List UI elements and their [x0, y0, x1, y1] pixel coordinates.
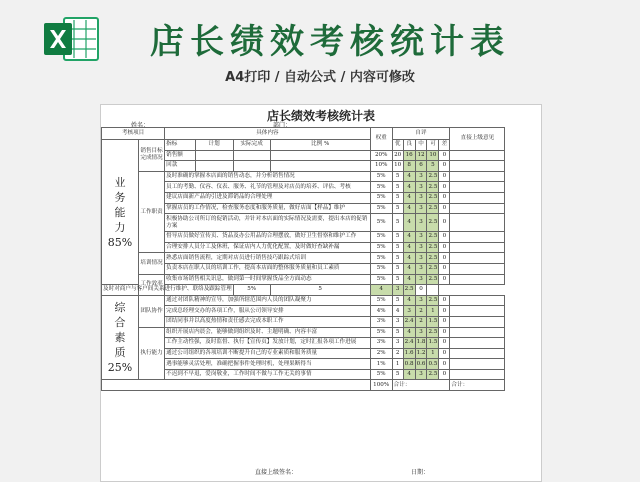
score: 5: [392, 263, 403, 274]
table-row: [102, 327, 505, 338]
score: 4: [403, 274, 415, 285]
row-weight: 5%: [370, 192, 392, 203]
row-weight: 5%: [370, 369, 392, 380]
total-weight: 100%: [370, 380, 392, 391]
score: 2.5: [427, 253, 439, 264]
row-weight: 5%: [370, 214, 392, 232]
score: 1: [427, 306, 439, 317]
score: 2.5: [427, 214, 439, 232]
score: 2.5: [427, 263, 439, 274]
sales-h3: 实际完成: [233, 140, 270, 151]
row-content: 团结同事并以高度热情和责任感去完成本职工作: [165, 316, 371, 327]
score: 3: [415, 263, 427, 274]
header-self: 自评: [392, 128, 450, 140]
score: 0: [439, 359, 450, 370]
score: 0: [439, 348, 450, 359]
score: 5: [392, 214, 403, 232]
row-content: 工作主动性强，及时监督、执行【宣传页】发放计划，定时汇报各项工作进展: [165, 338, 371, 349]
score: 10: [427, 150, 439, 161]
score: 2: [415, 316, 427, 327]
score: 3: [415, 192, 427, 203]
row-content: 掌握店员的工作情况，检查服务态度和服务质量，做好店面【样品】维护: [165, 203, 371, 214]
name-label: 姓名：: [131, 122, 150, 129]
date-label: 日期：: [411, 469, 430, 476]
score: 3: [392, 338, 403, 349]
row-content: 合理安排人员分工及休班，保证店内人力优化配置，及时做好查缺补漏: [165, 242, 371, 253]
row-weight: 5%: [370, 274, 392, 285]
table-row: [102, 274, 505, 285]
score: 5: [270, 285, 370, 296]
group-job: 工作职责: [138, 171, 164, 253]
score: 4: [403, 232, 415, 243]
score: 0: [439, 316, 450, 327]
score: 4: [403, 242, 415, 253]
score: 4: [403, 295, 415, 306]
grade-excellent: 优: [392, 140, 403, 151]
sales-h2: 计划: [195, 140, 233, 151]
category-business: 业务能力 85%: [102, 140, 139, 285]
score: 4: [403, 263, 415, 274]
header-supervisor: 直接上级意见: [450, 128, 505, 151]
score: 3: [392, 285, 403, 296]
row-weight: 5%: [370, 203, 392, 214]
score: 3: [415, 214, 427, 232]
score: 2.5: [427, 242, 439, 253]
score: 16: [403, 150, 415, 161]
score: 3: [392, 316, 403, 327]
row-content: 积极协助公司所订的促销活动，并针对本店面的实际情况及需要，提出本店的促销方案: [165, 214, 371, 232]
score: 0: [439, 232, 450, 243]
total-row: [102, 380, 505, 391]
score: 4: [403, 203, 415, 214]
row-content: 通过公司组织的各项培训不断提升自己的专业素质和服务质量: [165, 348, 371, 359]
group-train: 培训情况: [138, 253, 164, 274]
row-weight: 5%: [370, 171, 392, 182]
subtitle: A4打印 / 自动公式 / 内容可修改: [225, 70, 415, 85]
self-total: 合计：: [392, 380, 450, 391]
grade-fair: 可: [427, 140, 439, 151]
table-row: [102, 295, 505, 306]
score: 5: [392, 253, 403, 264]
score: 5: [392, 171, 403, 182]
header-item: 考核项目: [102, 128, 165, 140]
row-content: 及时对商户与客户间关系进行维护、联络及跟踪管理: [102, 285, 234, 296]
score: 2.4: [403, 316, 415, 327]
spreadsheet-preview: [100, 104, 542, 482]
score: 0: [439, 214, 450, 232]
score: 0: [439, 182, 450, 193]
row-weight: 20%: [370, 150, 392, 161]
score: 3: [415, 327, 427, 338]
row-weight: 1%: [370, 359, 392, 370]
score: 0: [439, 171, 450, 182]
row-weight: 5%: [370, 295, 392, 306]
score: 12: [415, 150, 427, 161]
score: 4: [392, 306, 403, 317]
score: 3: [415, 171, 427, 182]
row-content: 组织开展店内晨会，能够做到组织及时、主题明确、内容丰富: [165, 327, 371, 338]
score: 5: [392, 192, 403, 203]
score: 2.5: [427, 274, 439, 285]
score: 1.6: [403, 348, 415, 359]
row-weight: 2%: [370, 348, 392, 359]
row-name: 回款: [165, 161, 195, 172]
score: 0: [439, 242, 450, 253]
score: 3: [415, 295, 427, 306]
row-weight: 5%: [370, 232, 392, 243]
score: 4: [403, 171, 415, 182]
score: 1.8: [415, 338, 427, 349]
score: 0: [439, 203, 450, 214]
score: 4: [403, 182, 415, 193]
score: 0: [439, 192, 450, 203]
row-weight: 3%: [370, 338, 392, 349]
score: 4: [403, 369, 415, 380]
score: 2.5: [427, 295, 439, 306]
score: 2: [392, 348, 403, 359]
score: 4: [403, 253, 415, 264]
header-weight: 权重: [370, 128, 392, 151]
row-weight: 3%: [370, 316, 392, 327]
score: 4: [403, 214, 415, 232]
row-weight: 5%: [370, 263, 392, 274]
score: 1: [427, 348, 439, 359]
group-sales: 销售目标完成情况: [138, 140, 164, 172]
row-weight: 5%: [370, 242, 392, 253]
score: 5: [392, 232, 403, 243]
score: 0.8: [403, 359, 415, 370]
score: 4: [403, 327, 415, 338]
score: 3: [415, 232, 427, 243]
score: 10: [392, 161, 403, 172]
score: 5: [392, 242, 403, 253]
assessment-table: [101, 127, 505, 391]
sales-h1: 指标: [165, 140, 195, 151]
score: 1.5: [427, 338, 439, 349]
score: 6: [415, 161, 427, 172]
score: 3: [403, 306, 415, 317]
score: 0: [439, 295, 450, 306]
score: 5: [392, 327, 403, 338]
score: 2.5: [427, 192, 439, 203]
header-content: 具体内容: [165, 128, 371, 140]
row-content: 负责本店在职人员的培训工作，提高本店面的整体服务质量和员工素质: [165, 263, 371, 274]
sales-h4: 比例 %: [270, 140, 370, 151]
score: 3: [415, 203, 427, 214]
row-content: 遇事能够灵活处理，准确把握事件处理时机，处理果断得当: [165, 359, 371, 370]
score: 5: [392, 295, 403, 306]
score: 3: [415, 274, 427, 285]
score: 0: [439, 306, 450, 317]
score: 0: [439, 161, 450, 172]
score: 2.5: [427, 327, 439, 338]
group-team: 团队协作: [138, 295, 164, 327]
score: 2.5: [427, 203, 439, 214]
score: 5: [427, 161, 439, 172]
grade-good: 良: [403, 140, 415, 151]
sheet-title: 店长绩效考核统计表: [266, 109, 375, 123]
score: 3: [415, 369, 427, 380]
row-weight: 10%: [370, 161, 392, 172]
score: 0.5: [427, 359, 439, 370]
score: 3: [415, 242, 427, 253]
score: 8: [403, 161, 415, 172]
score: 0: [439, 327, 450, 338]
score: 2.5: [427, 369, 439, 380]
row-name: 销售额: [165, 150, 195, 161]
score: 0.6: [415, 359, 427, 370]
group-exec: 执行能力: [138, 327, 164, 380]
score: 20: [392, 150, 403, 161]
table-row: [102, 171, 505, 182]
category-quality: 综合素质 25%: [102, 295, 139, 380]
row-weight: 5%: [370, 182, 392, 193]
grade-poor: 差: [439, 140, 450, 151]
score: 5: [392, 203, 403, 214]
excel-logo: [42, 14, 102, 64]
score: 0: [439, 263, 450, 274]
table-row: [102, 285, 505, 296]
supervisor-signature: 直接上级签名：: [255, 469, 298, 476]
score: 0: [439, 369, 450, 380]
row-weight: 5%: [370, 327, 392, 338]
row-content: 不迟到不早退，爱岗敬业，工作时间不做与工作无关的事情: [165, 369, 371, 380]
score: 2.5: [403, 285, 415, 296]
score: 3: [415, 182, 427, 193]
supervisor-total: 合计：: [450, 380, 505, 391]
score: 2.5: [427, 182, 439, 193]
score: 0: [439, 150, 450, 161]
score: 4: [370, 285, 392, 296]
dept-label: 部门：: [273, 122, 292, 129]
row-weight: 4%: [370, 306, 392, 317]
row-content: 员工的考勤、仪容、仪表、服务、礼节的管理及对店员的培养、评估、考核: [165, 182, 371, 193]
score: 0: [439, 338, 450, 349]
score: 2.5: [427, 171, 439, 182]
score: 2: [415, 306, 427, 317]
row-content: 完成总经理交办的各项工作，服从公司领导安排: [165, 306, 371, 317]
row-content: 通过对团队精神的宣导，加强所辖范围内人员的团队凝聚力: [165, 295, 371, 306]
grade-mid: 中: [415, 140, 427, 151]
row-content: 熟悉店面销售流程，定期对店员进行销售技巧跟踪式培训: [165, 253, 371, 264]
score: 0: [439, 274, 450, 285]
score: 0: [415, 285, 427, 296]
score: 5: [392, 182, 403, 193]
score: 3: [415, 253, 427, 264]
score: 2.5: [427, 232, 439, 243]
row-content: 及时准确的掌握本店面的销售动态，并分析销售情况: [165, 171, 371, 182]
score: 1.5: [427, 316, 439, 327]
score: 1: [392, 359, 403, 370]
score: 4: [403, 192, 415, 203]
row-weight: 5%: [233, 285, 270, 296]
row-content: 建议店面新产品的引进及滞销品的合理处理: [165, 192, 371, 203]
row-weight: 5%: [370, 253, 392, 264]
row-content: 收集市场销售相关讯息，做到第一时间掌握货品全方面动态: [165, 274, 371, 285]
score: 5: [392, 274, 403, 285]
score: 2.4: [403, 338, 415, 349]
score: 0: [439, 253, 450, 264]
table-row: [102, 253, 505, 264]
group-eff: 工作效率: [138, 274, 164, 295]
score: 1.2: [415, 348, 427, 359]
page-title: 店长绩效考核统计表: [150, 22, 510, 62]
score: 5: [392, 369, 403, 380]
row-content: 督导店员做好宣传页、货品及办公用品的合理摆放，做好卫生督察和维护工作: [165, 232, 371, 243]
